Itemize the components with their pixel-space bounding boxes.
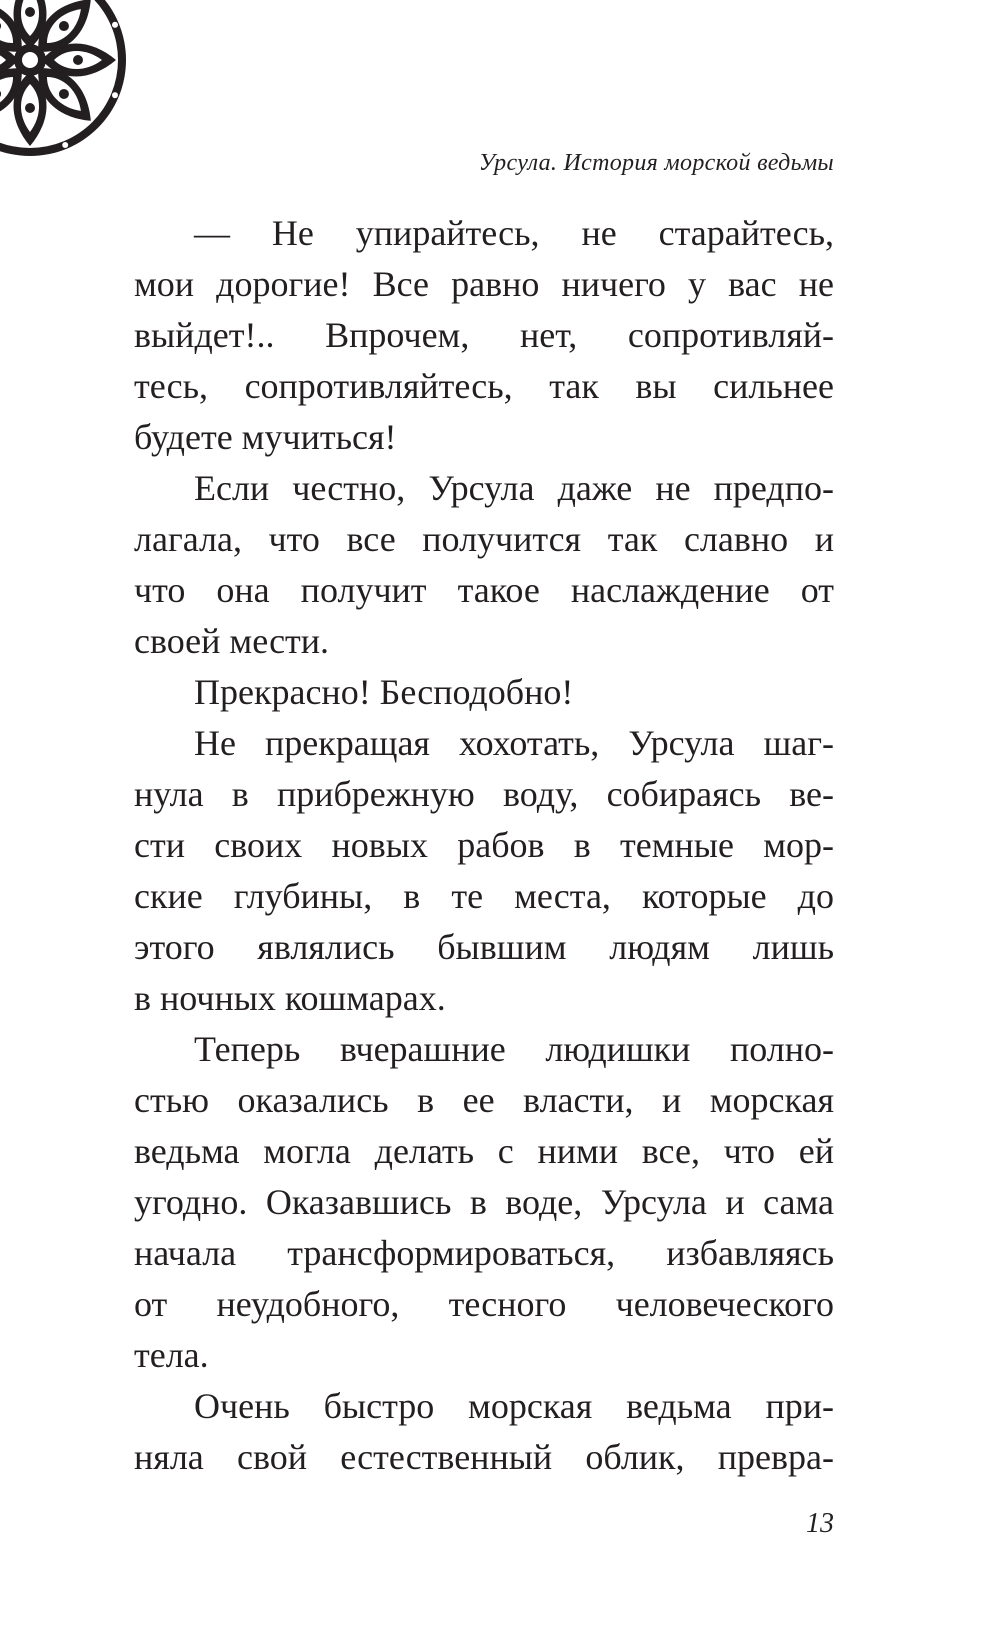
text-line: в ночных кошмарах.: [134, 978, 446, 1018]
text-line: своей мести.: [134, 621, 330, 661]
text-line: Не прекращая хохотать, Урсула шаг-: [194, 723, 834, 763]
page-number: 13: [806, 1508, 834, 1539]
text-line: от неудобного, тесного человеческого: [134, 1284, 834, 1324]
paragraph-2: [134, 463, 834, 667]
text-line: Теперь вчерашние людишки полно-: [194, 1029, 834, 1069]
text-line: ские глубины, в те места, которые до: [134, 876, 834, 916]
text-line: Если честно, Урсула даже не предпо-: [194, 468, 834, 508]
paragraph-1: [134, 208, 834, 463]
paragraph-3: [134, 667, 834, 718]
paragraph-6: [134, 1381, 834, 1483]
mandala-ornament-icon: [0, 0, 130, 180]
text-line: что она получит такое наслаждение от: [134, 570, 834, 610]
text-line: Прекрасно! Бесподобно!: [194, 672, 574, 712]
paragraph-4: [134, 718, 834, 1024]
text-line: лагала, что все получится так славно и: [134, 519, 834, 559]
text-line: выйдет!.. Впрочем, нет, сопротивляй-: [134, 315, 834, 355]
text-line: этого являлись бывшим людям лишь: [134, 927, 834, 967]
text-line: Очень быстро морская ведьма при-: [194, 1386, 834, 1426]
paragraph-5: [134, 1024, 834, 1381]
text-line: — Не упирайтесь, не старайтесь,: [194, 213, 834, 253]
text-line: тесь, сопротивляйтесь, так вы сильнее: [134, 366, 834, 406]
text-line: нула в прибрежную воду, собираясь ве-: [134, 774, 834, 814]
text-line: няла свой естественный облик, превра-: [134, 1437, 834, 1477]
text-line: сти своих новых рабов в темные мор-: [134, 825, 834, 865]
text-line: начала трансформироваться, избавляясь: [134, 1233, 834, 1273]
text-line: мои дорогие! Все равно ничего у вас не: [134, 264, 834, 304]
text-line: будете мучиться!: [134, 417, 397, 457]
text-line: ведьма могла делать с ними все, что ей: [134, 1131, 834, 1171]
body-text: [134, 208, 834, 1483]
running-header: Урсула. История морской ведьмы: [478, 150, 834, 176]
text-line: стью оказались в ее власти, и морская: [134, 1080, 834, 1120]
text-line: угодно. Оказавшись в воде, Урсула и сама: [134, 1182, 834, 1222]
text-line: тела.: [134, 1335, 209, 1375]
